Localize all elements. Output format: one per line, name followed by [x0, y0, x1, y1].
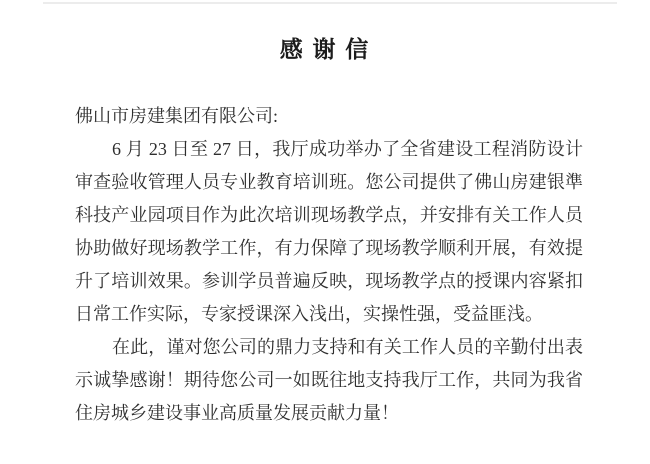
- page-top-edge: [43, 2, 617, 4]
- body-line: 日常工作实际，专家授课深入浅出，实操性强，受益匪浅。: [75, 304, 543, 324]
- letter-title: 感 谢 信: [279, 37, 371, 62]
- body-line: 在此，谨对您公司的鼎力支持和有关工作人员的辛勤付出表: [112, 337, 583, 357]
- body-line: 升了培训效果。参训学员普遍反映，现场教学点的授课内容紧扣: [75, 271, 583, 291]
- letter-body: [75, 100, 583, 430]
- body-line: 6 月 23 日至 27 日，我厅成功举办了全省建设工程消防设计: [112, 139, 583, 159]
- body-line: 协助做好现场教学工作，有力保障了现场教学顺利开展，有效提: [75, 238, 583, 258]
- body-line: 科技产业园项目作为此次培训现场教学点，并安排有关工作人员: [75, 205, 583, 225]
- body-line: 住房城乡建设事业高质量发展贡献力量！: [75, 403, 399, 423]
- body-line: 审查验收管理人员专业教育培训班。您公司提供了佛山房建银準: [75, 172, 583, 192]
- body-line: 示诚挚感谢！期待您公司一如既往地支持我厅工作，共同为我省: [75, 370, 583, 390]
- salutation-line: 佛山市房建集团有限公司:: [75, 106, 278, 126]
